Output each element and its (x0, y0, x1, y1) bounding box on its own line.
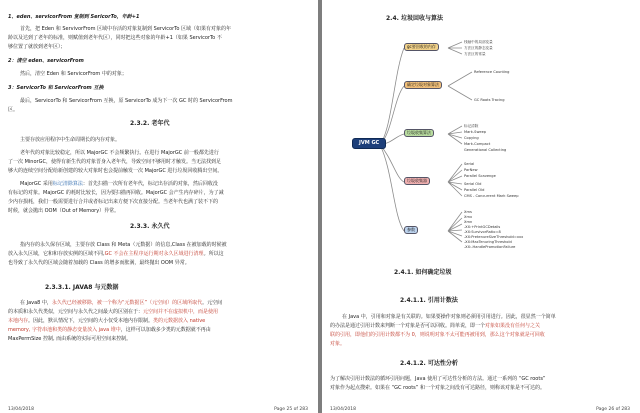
section-heading-2-4-1: 2.4.1. 如何确定垃圾 (394, 269, 452, 276)
mindmap-node: 垃圾收集器 (404, 177, 430, 185)
mindmap-leaf: Xms (464, 210, 472, 214)
text-span: 的本质和永久代类似，元空间与永久代之间最大的区别在于： (8, 309, 144, 315)
jvm-gc-mindmap (322, 28, 640, 250)
section-heading-2-3-3-1: 2.3.3.1. JAVA8 与元数据 (45, 284, 119, 291)
paragraph-line: 然后，清空 Eden 和 ServicorFrom 中的对象； (20, 71, 127, 77)
paragraph-line: 也导致了永久代的区域会随着加载的 Class 的增多而胀满，最终抛出 OOM 异常。 (8, 260, 190, 266)
paragraph-line (8, 327, 211, 333)
text-span: MajorGC 采用 (20, 181, 53, 187)
mindmap-node: 确定垃圾对象算法 (404, 81, 442, 89)
section-heading-2-4: 2.4. 垃圾回收与算法 (386, 15, 443, 22)
footer-page-number: Page 26 of 283 (596, 407, 630, 412)
mindmap-leaf: -XX:PretenureSizeThreshold=xxx (464, 235, 524, 239)
mindmap-leaf: Serial (464, 162, 475, 166)
paragraph-line: 最后，ServicorTo 和 ServicorFrom 互换，原 ServicorTo 成为下一次 GC 时的 ServicorFrom (20, 98, 233, 104)
footer-page-number: Page 25 of 283 (274, 407, 308, 412)
text-span: ：首先扫描一次所有老年代，标记出存活的对象，然后回收没 (82, 181, 218, 187)
mindmap-leaf: 方法区的常量 (464, 52, 486, 56)
mindmap-leaf: Copying (464, 136, 479, 140)
mindmap-leaf: Mark-Sweep (464, 130, 487, 134)
mindmap-leaf: CMS - Concurrent Mark Sweep (464, 194, 519, 198)
mindmap-center-node: JVM GC (352, 138, 386, 149)
footer-date: 13/04/2018 (8, 407, 34, 412)
paragraph-line: 少内存损耗，我们一般需要进行合并或者标记出来方便下次直接分配。当老年代也满了装不下的 (8, 199, 219, 205)
mindmap-leaf: -XX:MaxTenuringThreshold (464, 240, 512, 244)
text-span: 。所以这 (203, 251, 224, 257)
mindmap-leaf: 标记清除 (464, 124, 479, 128)
mindmap-leaf: GC Roots Tracing (474, 98, 505, 102)
document-page-left (0, 0, 318, 413)
paragraph-line (20, 181, 218, 187)
highlight-text: 对象如果没有任何与之关 (485, 323, 541, 329)
mindmap-leaf: Serial Old (464, 182, 482, 186)
paragraph-line: 时候，就会抛出 OOM（Out of Memory）异常。 (8, 208, 120, 214)
text-span: 的办法是通过引用计数来判断一个对象是否可以回收。简单说，即一个 (330, 323, 486, 329)
mindmap-leaf: 栈帧中的局部变量 (464, 40, 493, 44)
mindmap-node: 参数 (404, 226, 418, 234)
paragraph-line (8, 309, 218, 315)
paragraph-line: 指内存的永久保存区域，主要存放 Class 和 Meta（元数据）的信息,Class 在被加载的时候被 (20, 242, 227, 248)
footer-date: 13/04/2018 (330, 407, 356, 412)
highlight-text: 永久代已经被移除，被一个称为“元数据区”（元空间）的区域所取代 (51, 300, 203, 306)
paragraph-line: 在 Java 中，引用和对象是有关联的。如果要操作对象则必须用引用进行。因此，很显然一个简单 (342, 314, 556, 320)
section-heading-2-4-1-2: 2.4.1.2. 可达性分析 (400, 360, 458, 367)
paragraph-line: 够位置了就放到老年区）； (8, 44, 66, 50)
paragraph-line: 对象作为起点搜索。如果在 “GC roots” 和一个对象之间没有可达路径，则称该对象是不可达的。 (330, 385, 545, 391)
paragraph-line: 首先，把 Eden 和 ServivorFrom 区域中存活的对象复制到 ServicorTo 区域（如果有对象的年 (20, 26, 232, 32)
step-3-heading: 3：ServicorTo 和 ServicorFrom 互换 (8, 85, 104, 91)
document-page-right (322, 0, 640, 413)
mindmap-leaf: -XX:-HandlePromotionFailure (464, 245, 516, 249)
mindmap-leaf: Mark-Compact (464, 142, 491, 146)
link-mark-sweep[interactable]: 标记清除算法 (52, 181, 83, 187)
paragraph-line (330, 323, 540, 329)
mindmap-leaf: Reference Counting (474, 70, 510, 74)
mindmap-leaf: Generational Collecting (464, 148, 507, 152)
step-2-heading: 2：清空 eden、servicorFrom (8, 58, 84, 64)
section-heading-2-4-1-1: 2.4.1.1. 引用计数法 (400, 297, 458, 304)
highlight-text: memory, 字符串池和类的静态变量放入 java 堆中 (8, 327, 121, 333)
paragraph-line: 老年代的对象比较稳定，所以 MajorGC 不会频繁执行。在进行 MajorGC 前一般都先进行 (20, 150, 219, 156)
paragraph-line (8, 251, 224, 257)
mindmap-leaf: Parallel Scavenge (464, 174, 496, 178)
highlight-text: 本地内存 (8, 318, 29, 324)
paragraph-line: 够大的连续空间分配给新创建的较大对象时也会提前触发一次 MajorGC 进行垃圾回收腾出空间。 (8, 168, 223, 174)
paragraph-line: 对象。 (330, 341, 346, 347)
mindmap-leaf: Xmn (464, 220, 473, 224)
text-span: 。元空间 (202, 300, 223, 306)
step-1-heading: 1、eden、servicorFrom 复制到 SericorTo，年龄+1 (8, 14, 140, 20)
mindmap-leaf: -XX:SurvivorRatio=8 (464, 230, 501, 234)
mindmap-leaf: Xmx (464, 215, 473, 219)
highlight-text: 元空间并不在虚拟机中，而是使用 (143, 309, 219, 315)
paragraph-line: 主要存放应用程序中生命周期长的内存对象。 (20, 137, 121, 143)
paragraph-line: 联的引用，即他们的引用计数都不为 0，则说明对象不太可能再被用到，那么这个对象就是可回收 (330, 332, 545, 338)
paragraph-line: MaxPermSize 控制, 而由系统的实际可用空间来控制。 (8, 336, 132, 342)
text-span: 在 Java8 中， (20, 300, 52, 306)
highlight-text: 类的元数据放入 native (153, 318, 206, 324)
mindmap-leaf: -XX:+PrintGCDetails (464, 225, 501, 229)
section-heading-2-3-2: 2.3.2. 老年代 (130, 120, 170, 127)
paragraph-line: 有标记的对象。MajorGC 的耗时比较长，因为要扫描再回收。MajorGC 会产生内存碎片，为了减 (8, 190, 224, 196)
mindmap-leaf: 方法区的静态变量 (464, 46, 493, 50)
paragraph-line: 区。 (8, 107, 19, 113)
mindmap-node: gc要回收的内存 (404, 43, 439, 51)
paragraph-line: 了一次 MinorGC，使得有新生代的对象晋身入老年代，导致空间不够用时才触发。当无法找到足 (8, 159, 221, 165)
paragraph-line: 为了解决引用计数法的循环引用问题，Java 使用了可达性分析的方法。通过一系列的 “GC roots” (330, 376, 546, 382)
mindmap-leaf: ParNew (464, 168, 478, 172)
section-heading-2-3-3: 2.3.3. 永久代 (130, 223, 170, 230)
text-span: 放入永久区域，它和和存放实例的区域不同, (8, 251, 105, 257)
highlight-text: GC 不会在主程序运行期对永久区域进行清理 (104, 251, 204, 257)
paragraph-line (8, 318, 205, 324)
paragraph-line: 龄以及达到了老年的标准，则赋值到老年代区），同时把这些对象的年龄+1（如果 ServicorTo 不 (8, 35, 222, 41)
text-span: ，这样可以加载多少类的元数据就不再由 (120, 327, 211, 333)
text-span: 。因此，默认情况下，元空间的大小仅受本地内存限制。 (28, 318, 154, 324)
mindmap-node: 垃圾收集算法 (404, 129, 434, 137)
paragraph-line (20, 300, 222, 306)
mindmap-leaf: Parallel Old (464, 188, 485, 192)
